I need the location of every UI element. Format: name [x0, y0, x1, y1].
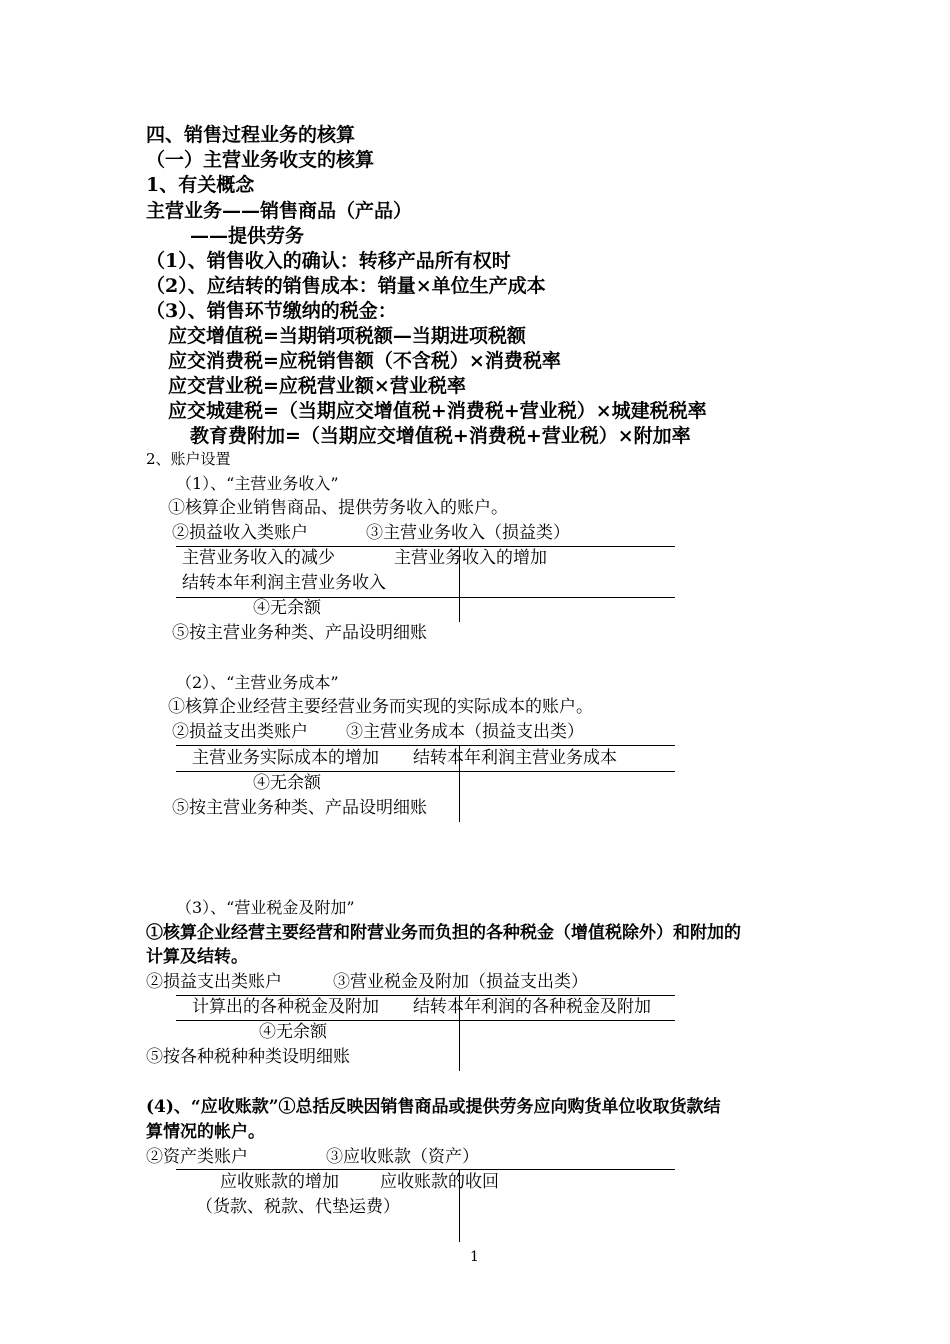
- section-heading: 四、销售过程业务的核算: [146, 124, 356, 146]
- page-number: 1: [470, 1249, 479, 1265]
- education-fee-formula: 教育费附加=（当期应交增值税+消费税+营业税）×附加率: [190, 425, 691, 447]
- concept-item-3: （3）、销售环节缴纳的税金：: [146, 300, 397, 322]
- acct1-title: （1）、“主营业务收入”: [176, 474, 339, 493]
- acct2-balance: ④无余额: [253, 773, 321, 793]
- acct1-t-bottom-line: [176, 597, 675, 598]
- acct3-t-top-line: [176, 995, 675, 996]
- acct4-title-desc-1: (4)、“应收账款”①总括反映因销售商品或提供劳务应向购货单位收取货款结: [146, 1097, 721, 1117]
- acct4-t-top-line: [176, 1169, 675, 1170]
- main-business-line: 主营业务——销售商品（产品）: [146, 200, 413, 222]
- acct3-title: （3）、“营业税金及附加”: [176, 898, 355, 917]
- acct3-type: ②损益支出类账户: [146, 972, 282, 992]
- acct4-name: ③应收账款（资产）: [326, 1147, 479, 1167]
- acct3-balance: ④无余额: [259, 1022, 327, 1042]
- acct2-debit-1: 主营业务实际成本的增加: [192, 748, 379, 768]
- acct2-desc: ①核算企业经营主要经营业务而实现的实际成本的账户。: [168, 697, 593, 717]
- concepts-title: 1、有关概念: [146, 174, 255, 196]
- acct2-title: （2）、“主营业务成本”: [176, 673, 339, 692]
- acct2-name: ③主营业务成本（损益支出类）: [346, 722, 584, 742]
- acct3-desc-2: 计算及结转。: [146, 947, 248, 967]
- acct1-name: ③主营业务收入（损益类）: [366, 523, 570, 543]
- acct3-debit-1: 计算出的各种税金及附加: [192, 997, 379, 1017]
- acct2-detail: ⑤按主营业务种类、产品设明细账: [172, 798, 427, 818]
- acct4-debit-1: 应收账款的增加: [220, 1172, 339, 1192]
- acct2-t-bottom-line: [176, 771, 675, 772]
- acct3-detail: ⑤按各种税种种类设明细账: [146, 1047, 350, 1067]
- acct4-desc-2: 算情况的帐户。: [146, 1122, 265, 1142]
- concept-item-1: （1）、销售收入的确认：转移产品所有权时: [146, 250, 511, 272]
- acct2-type: ②损益支出类账户: [172, 722, 308, 742]
- section-subheading: （一）主营业务收支的核算: [146, 149, 375, 171]
- tax-formula-consumption: 应交消费税=应税销售额（不含税）×消费税率: [168, 350, 561, 372]
- acct1-balance: ④无余额: [253, 598, 321, 618]
- main-business-cont: ——提供劳务: [190, 225, 305, 247]
- acct2-t-top-line: [176, 745, 675, 746]
- tax-formula-business: 应交营业税=应税营业额×营业税率: [168, 375, 466, 397]
- acct1-debit-1: 主营业务收入的减少: [182, 548, 335, 568]
- acct3-credit-1: 结转本年利润的各种税金及附加: [413, 997, 651, 1017]
- tax-formula-urban: 应交城建税=（当期应交增值税+消费税+营业税）×城建税税率: [168, 400, 707, 422]
- acct4-debit-2: （货款、税款、代垫运费）: [196, 1197, 400, 1217]
- acct1-desc: ①核算企业销售商品、提供劳务收入的账户。: [168, 498, 508, 518]
- acct3-name: ③营业税金及附加（损益支出类）: [333, 972, 588, 992]
- acct1-t-top-line: [176, 546, 675, 547]
- acct1-credit-1: 主营业务收入的增加: [394, 548, 547, 568]
- account-setup-title: 2、账户设置: [146, 450, 231, 468]
- acct4-type: ②资产类账户: [146, 1147, 248, 1167]
- acct1-detail: ⑤按主营业务种类、产品设明细账: [172, 623, 427, 643]
- acct1-type: ②损益收入类账户: [172, 523, 308, 543]
- acct3-t-bottom-line: [176, 1020, 675, 1021]
- acct3-desc-1: ①核算企业经营主要经营和附营业务而负担的各种税金（增值税除外）和附加的: [146, 923, 741, 943]
- concept-item-2: （2）、应结转的销售成本：销量×单位生产成本: [146, 275, 546, 297]
- tax-formula-vat: 应交增值税=当期销项税额—当期进项税额: [168, 325, 526, 347]
- acct1-debit-2: 结转本年利润主营业务收入: [182, 573, 386, 593]
- acct2-credit-1: 结转本年利润主营业务成本: [413, 748, 617, 768]
- acct4-credit-1: 应收账款的收回: [380, 1172, 499, 1192]
